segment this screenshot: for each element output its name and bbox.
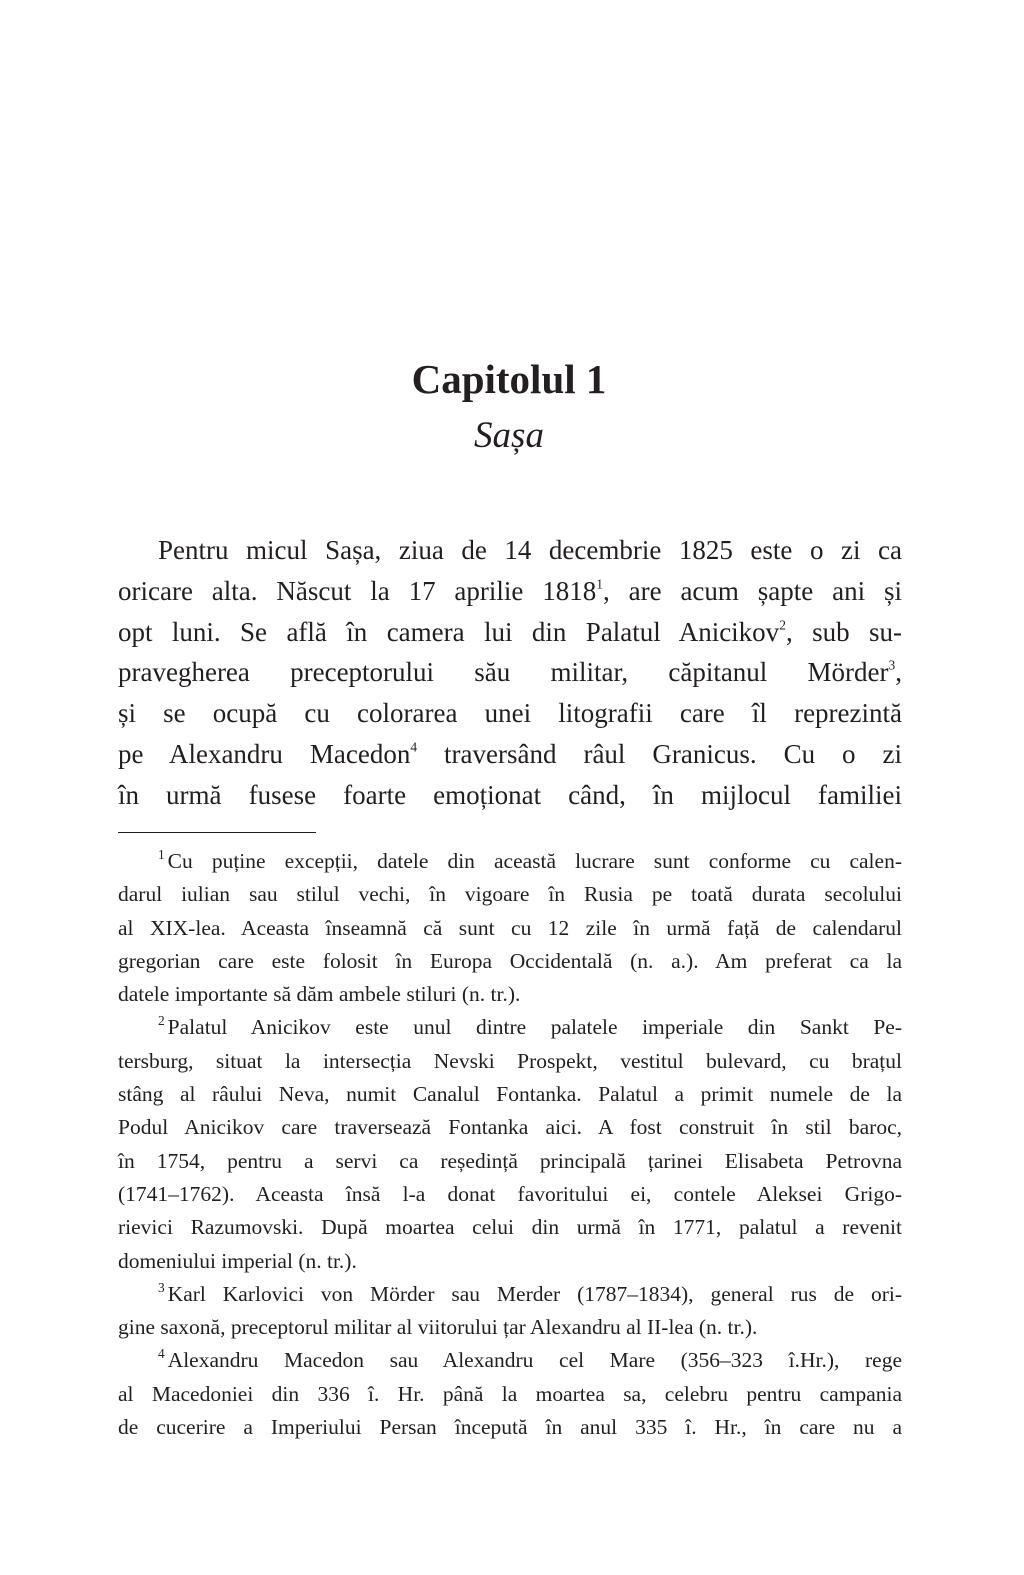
footnote-2 <box>118 1011 902 1277</box>
footnote-number: 4 <box>158 1346 165 1362</box>
footnote-line <box>118 1378 902 1411</box>
footnote-line <box>118 1344 902 1377</box>
body-line <box>118 652 902 693</box>
footnote-line <box>118 912 902 945</box>
footnote-text: tersburg, situat la intersecția Nevski Prospekt, vestitul bulevard, cu brațul <box>118 1048 902 1073</box>
footnote-text: Alexandru Macedon sau Alexandru cel Mare (356–323 î.Hr.), rege <box>167 1348 902 1373</box>
body-line <box>118 612 902 653</box>
body-line <box>118 571 902 612</box>
footnote-text: domeniului imperial (n. tr.). <box>118 1248 357 1273</box>
footnote-3 <box>118 1278 902 1345</box>
chapter-subtitle: Sașa <box>474 415 544 456</box>
text-run: și se ocupă cu colorarea unei litografii care îl reprezintă <box>118 698 902 729</box>
footnote-text: (1741–1762). Aceasta însă l-a donat favoritului ei, contele Aleksei Grigo- <box>118 1181 902 1206</box>
footnote-text: darul iulian sau stilul vechi, în vigoare în Rusia pe toată durata secolului <box>118 882 902 907</box>
footnote-number: 1 <box>158 846 165 862</box>
footnote-line <box>118 1011 902 1044</box>
chapter-title: Capitolul 1 <box>411 356 607 403</box>
body-line <box>118 734 902 775</box>
body-line <box>118 693 902 734</box>
footnote-divider <box>118 832 316 833</box>
footnote-text: gregorian care este folosit în Europa Occidentală (n. a.). Am preferat ca la <box>118 948 902 973</box>
footnote-line <box>118 878 902 911</box>
text-run: în urmă fusese foarte emoționat când, în mijlocul familiei <box>118 779 902 810</box>
footnote-reference[interactable]: 1 <box>596 576 604 592</box>
footnote-number: 2 <box>158 1013 165 1029</box>
text-run: , sub su- <box>785 616 902 647</box>
footnote-text: rievici Razumovski. După moartea celui din urmă în 1771, palatul a revenit <box>118 1215 902 1240</box>
body-paragraph <box>118 530 902 816</box>
footnote-text: Cu puține excepții, datele din această lucrare sunt conforme cu calen- <box>167 849 902 873</box>
body-line <box>118 775 902 816</box>
footnote-line <box>118 1311 902 1344</box>
footnote-4 <box>118 1344 902 1444</box>
text-run: , are acum șapte ani și <box>603 575 902 606</box>
text-run: oricare alta. Născut la 17 aprilie 1818 <box>118 575 597 606</box>
footnote-line <box>118 1045 902 1078</box>
footnotes <box>118 845 902 1444</box>
footnote-reference[interactable]: 4 <box>410 739 418 755</box>
footnote-text: Podul Anicikov care traversează Fontanka aici. A fost construit în stil baroc, <box>118 1115 902 1140</box>
footnote-text: datele importante să dăm ambele stiluri (n. tr.). <box>118 982 521 1007</box>
footnote-line <box>118 1078 902 1111</box>
footnote-text: Karl Karlovici von Mörder sau Merder (1787–1834), general rus de ori- <box>167 1281 902 1306</box>
footnote-text: al Macedoniei din 336 î. Hr. până la moartea sa, celebru pentru campania <box>118 1381 902 1406</box>
footnote-reference[interactable]: 3 <box>888 657 896 673</box>
footnote-line <box>118 1245 902 1278</box>
footnote-line <box>118 945 902 978</box>
footnote-line <box>118 1211 902 1244</box>
text-run: pe Alexandru Macedon <box>118 738 411 769</box>
text-run: traversând râul Granicus. Cu o zi <box>417 738 902 769</box>
footnote-line <box>118 1278 902 1311</box>
footnote-line <box>118 1145 902 1178</box>
text-run: pravegherea preceptorului său militar, căpitanul Mörder <box>118 657 889 688</box>
body-line <box>118 530 902 571</box>
footnote-text: al XIX-lea. Aceasta înseamnă că sunt cu 12 zile în urmă față de calendarul <box>118 915 902 940</box>
footnote-text: gine saxonă, preceptorul militar al viitorului țar Alexandru al II-lea (n. tr.). <box>118 1315 758 1340</box>
footnote-line <box>118 978 902 1011</box>
footnote-line <box>118 1411 902 1444</box>
footnote-text: Palatul Anicikov este unul dintre palatele imperiale din Sankt Pe- <box>167 1015 902 1040</box>
footnote-reference[interactable]: 2 <box>779 617 786 633</box>
footnote-line <box>118 1111 902 1144</box>
footnote-number: 3 <box>158 1279 165 1295</box>
text-run: opt luni. Se află în camera lui din Palatul Anicikov <box>118 616 780 647</box>
text-run: , <box>895 657 902 688</box>
footnote-text: de cucerire a Imperiului Persan începută în anul 335 î. Hr., în care nu a <box>118 1415 902 1440</box>
footnote-1 <box>118 845 902 1011</box>
text-run: Pentru micul Sașa, ziua de 14 decembrie 1825 este o zi ca <box>158 535 902 565</box>
footnote-text: în 1754, pentru a servi ca reședință principală țarinei Elisabeta Petrovna <box>118 1148 902 1173</box>
footnote-line <box>118 845 902 878</box>
footnote-line <box>118 1178 902 1211</box>
footnote-text: stâng al râului Neva, numit Canalul Fontanka. Palatul a primit numele de la <box>118 1082 902 1107</box>
